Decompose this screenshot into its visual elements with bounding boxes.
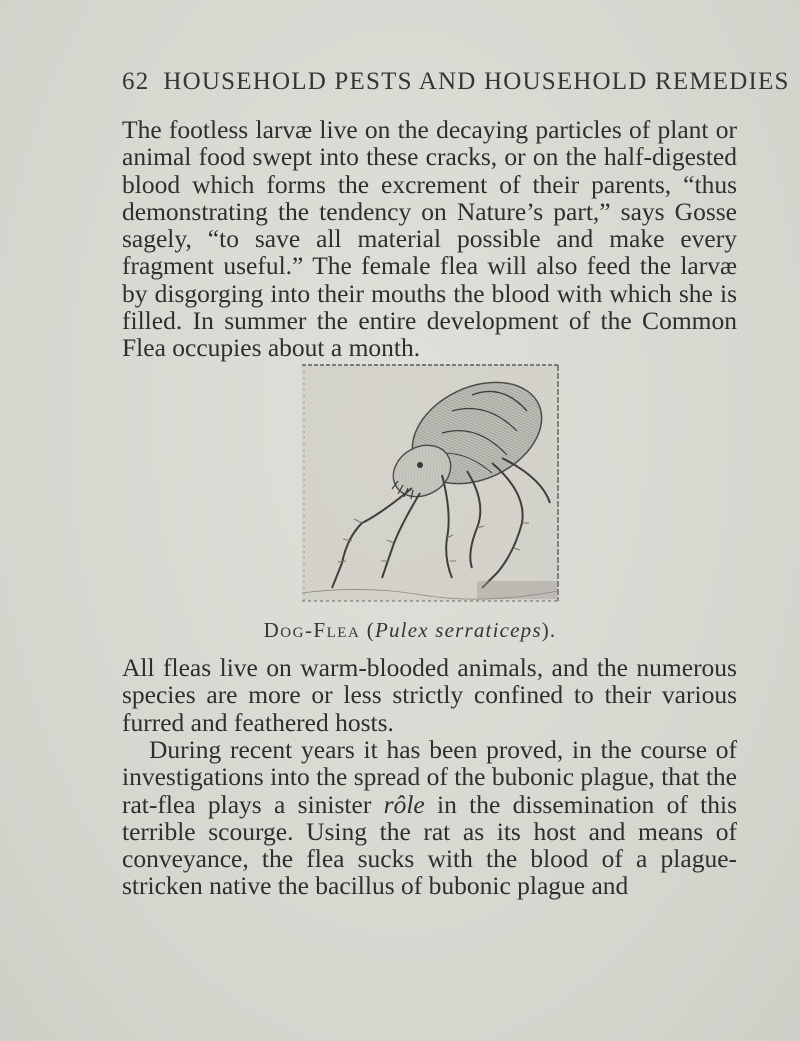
- plague-text-end: in the dissemination of this terrible scourge. Using the rat as its host and means of conveyance, the flea sucks with the blood of a plague-stricken native the bacillus of bubonic plague and: [122, 789, 737, 901]
- plague-text-role: rôle: [383, 789, 425, 819]
- caption-species-name: Pulex serraticeps: [374, 618, 542, 642]
- paragraph-larvae: The footless larvæ live on the decaying particles of plant or animal food swept into these cracks, or on the half-digested blood which forms the excrement of their parents, “thus demonstrating the tendency on Nature’s part,” says Gosse sagely, “to save all material possible and make every fragment useful.” The female flea will also feed the larvæ by disgorging into their mouths the blood with which she is filled. In summer the entire development of the Common Flea occupies about a month.: [122, 115, 737, 363]
- dog-flea-illustration: [302, 363, 560, 605]
- paragraph-hosts: All fleas live on warm-blooded animals, and the numerous species are more or less strictly confined to their various furred and feathered hosts.: [122, 653, 737, 737]
- caption-open-paren: (: [360, 618, 375, 642]
- caption-close-paren: ).: [541, 618, 557, 642]
- caption-common-name: Dog-Flea: [263, 618, 361, 642]
- page-number: 62: [122, 68, 150, 95]
- running-title: HOUSEHOLD PESTS AND HOUSEHOLD REMEDIES: [163, 68, 790, 95]
- paragraph-plague: [122, 736, 737, 900]
- figure-caption: [200, 618, 620, 643]
- running-head: [122, 68, 790, 96]
- plague-text-start: During recent years it has been proved, in the course of investigations into the spread of the bubonic plague, that the rat-flea plays a sinister: [122, 735, 737, 819]
